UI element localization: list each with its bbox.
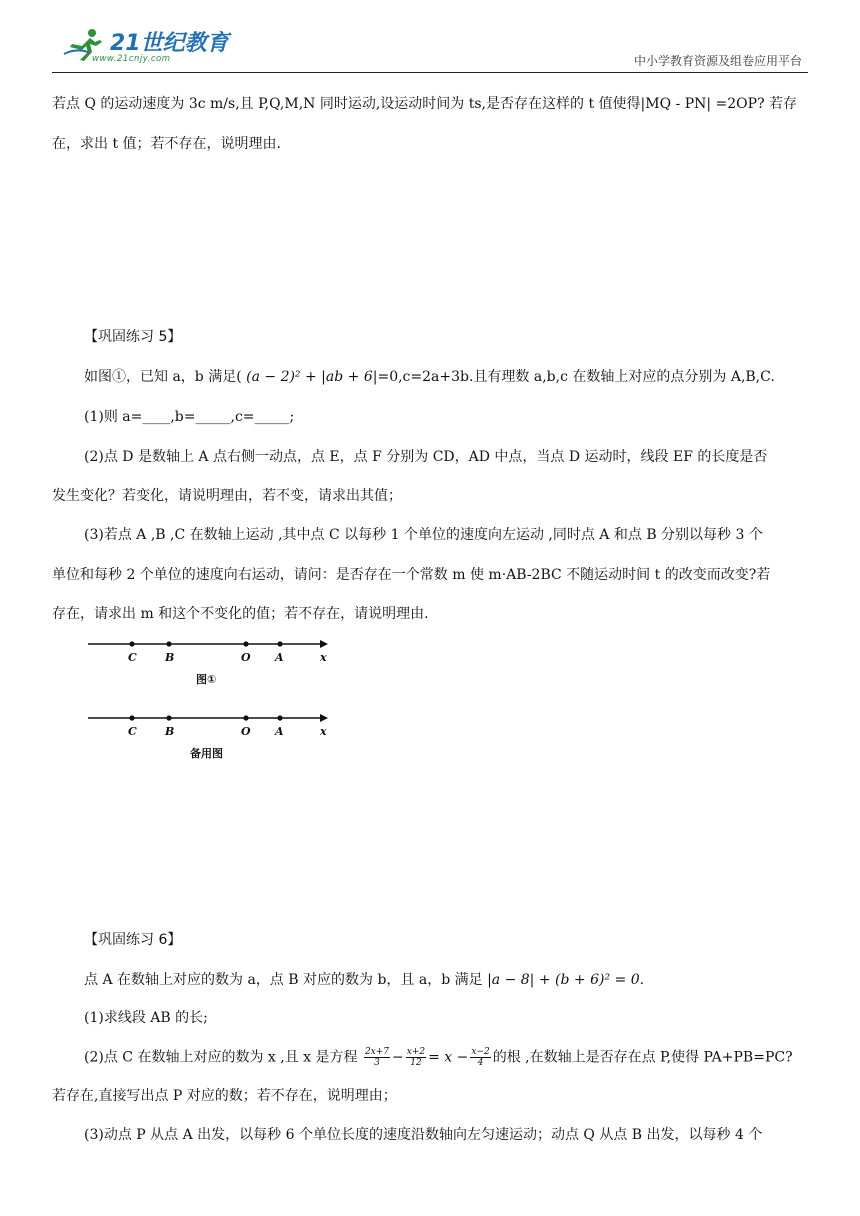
point-a: [277, 715, 282, 720]
fraction-3: [470, 1047, 490, 1068]
label-c: C: [128, 651, 137, 664]
exercise-6-q2-line-1: [84, 1047, 793, 1068]
fraction-2-denominator: 12: [410, 1058, 422, 1068]
fraction-3-numerator: x−2: [471, 1047, 490, 1057]
label-a: A: [275, 725, 284, 738]
q2-text-end: 的根 ,在数轴上是否存在点 P,使得 PA+PB=PC?: [492, 1049, 793, 1066]
number-line-figure-1: [86, 636, 336, 670]
label-b: B: [165, 725, 175, 738]
exercise-6-q2-line-2: 若存在,直接写出点 P 对应的数；若不存在，说明理由；: [52, 1088, 397, 1104]
fraction-2: [406, 1047, 426, 1068]
fraction-1-denominator: 3: [374, 1058, 380, 1068]
condition-text: 如图①，已知 a，b 满足(: [84, 369, 247, 385]
condition-formula: (a − 2)² + |ab + 6|: [246, 369, 378, 385]
label-o: O: [241, 651, 251, 664]
page-header: [52, 22, 808, 73]
logo-text: 21世纪教育: [110, 31, 229, 56]
exercise-5-q2-line-2: 发生变化？若变化，请说明理由，若不变，请求出其值；: [52, 488, 402, 504]
minus-sign: −: [392, 1049, 404, 1066]
exercise-5-q3-line-1: (3)若点 A ,B ,C 在数轴上运动 ,其中点 C 以每秒 1 个单位的速度向左运动 ,同时点 A 和点 B 分别以每秒 3 个: [84, 527, 763, 543]
label-c: C: [128, 725, 137, 738]
exercise-6-title: 【巩固练习 6】: [84, 932, 182, 948]
exercise-5-q2-line-1: (2)点 D 是数轴上 A 点右侧一动点，点 E，点 F 分别为 CD，AD 中点，当点 D 运动时，线段 EF 的长度是否: [84, 449, 768, 465]
equation-middle: = x −: [428, 1049, 469, 1066]
exercise-5-q3-line-2: 单位和每秒 2 个单位的速度向右运动，请问：是否存在一个常数 m 使 m·AB-2BC 不随运动时间 t 的改变而改变?若: [52, 567, 771, 583]
label-x: x: [320, 725, 327, 738]
exercise-6-q3-line-1: (3)动点 P 从点 A 出发，以每秒 6 个单位长度的速度沿数轴向左匀速运动；动点 Q 从点 B 出发，以每秒 4 个: [84, 1127, 763, 1143]
exercise-6-condition: [84, 970, 644, 990]
point-o: [243, 715, 248, 720]
fraction-2-numerator: x+2: [406, 1047, 426, 1057]
label-a: A: [275, 651, 284, 664]
point-c: [129, 641, 134, 646]
label-o: O: [241, 725, 251, 738]
point-o: [243, 641, 248, 646]
condition-text: 点 A 在数轴上对应的数为 a，点 B 对应的数为 b，且 a，b 满足: [84, 972, 488, 988]
figure-2-caption: 备用图: [190, 747, 223, 760]
arrow-icon: [320, 640, 328, 648]
intro-line-1: 若点 Q 的运动速度为 3c m/s,且 P,Q,M,N 同时运动,设运动时间为 ts,是否存在这样的 t 值使得|MQ - PN| =2OP? 若存: [52, 96, 798, 112]
fraction-1-numerator: 2x+7: [364, 1047, 390, 1057]
exercise-5-q1: (1)则 a=____,b=_____,c=_____;: [84, 409, 295, 425]
exercise-5-q3-line-3: 存在，请求出 m 和这个不变化的值；若不存在，请说明理由.: [52, 606, 429, 622]
exercise-5-condition: [84, 367, 775, 387]
logo: [62, 24, 232, 68]
point-c: [129, 715, 134, 720]
logo-url: www.21cnjy.com: [92, 54, 171, 64]
fraction-1: [364, 1047, 390, 1068]
q2-text: (2)点 C 在数轴上对应的数为 x ,且 x 是方程: [84, 1049, 362, 1066]
label-x: x: [320, 651, 327, 664]
number-line-figure-2: [86, 710, 336, 744]
intro-line-2: 在，求出 t 值；若不存在，说明理由.: [52, 136, 281, 152]
exercise-5-title: 【巩固练习 5】: [84, 329, 182, 345]
condition-formula: |a − 8| + (b + 6)² = 0.: [487, 972, 645, 988]
point-b: [166, 641, 171, 646]
label-b: B: [165, 651, 175, 664]
fraction-3-denominator: 4: [477, 1058, 484, 1068]
point-b: [166, 715, 171, 720]
condition-text-end: =0,c=2a+3b.且有理数 a,b,c 在数轴上对应的点分别为 A,B,C.: [377, 369, 775, 385]
exercise-6-q1: (1)求线段 AB 的长;: [84, 1010, 208, 1026]
arrow-icon: [320, 714, 328, 722]
figure-1-caption: 图①: [196, 673, 217, 686]
site-name: 中小学教育资源及组卷应用平台: [633, 54, 802, 68]
point-a: [277, 641, 282, 646]
